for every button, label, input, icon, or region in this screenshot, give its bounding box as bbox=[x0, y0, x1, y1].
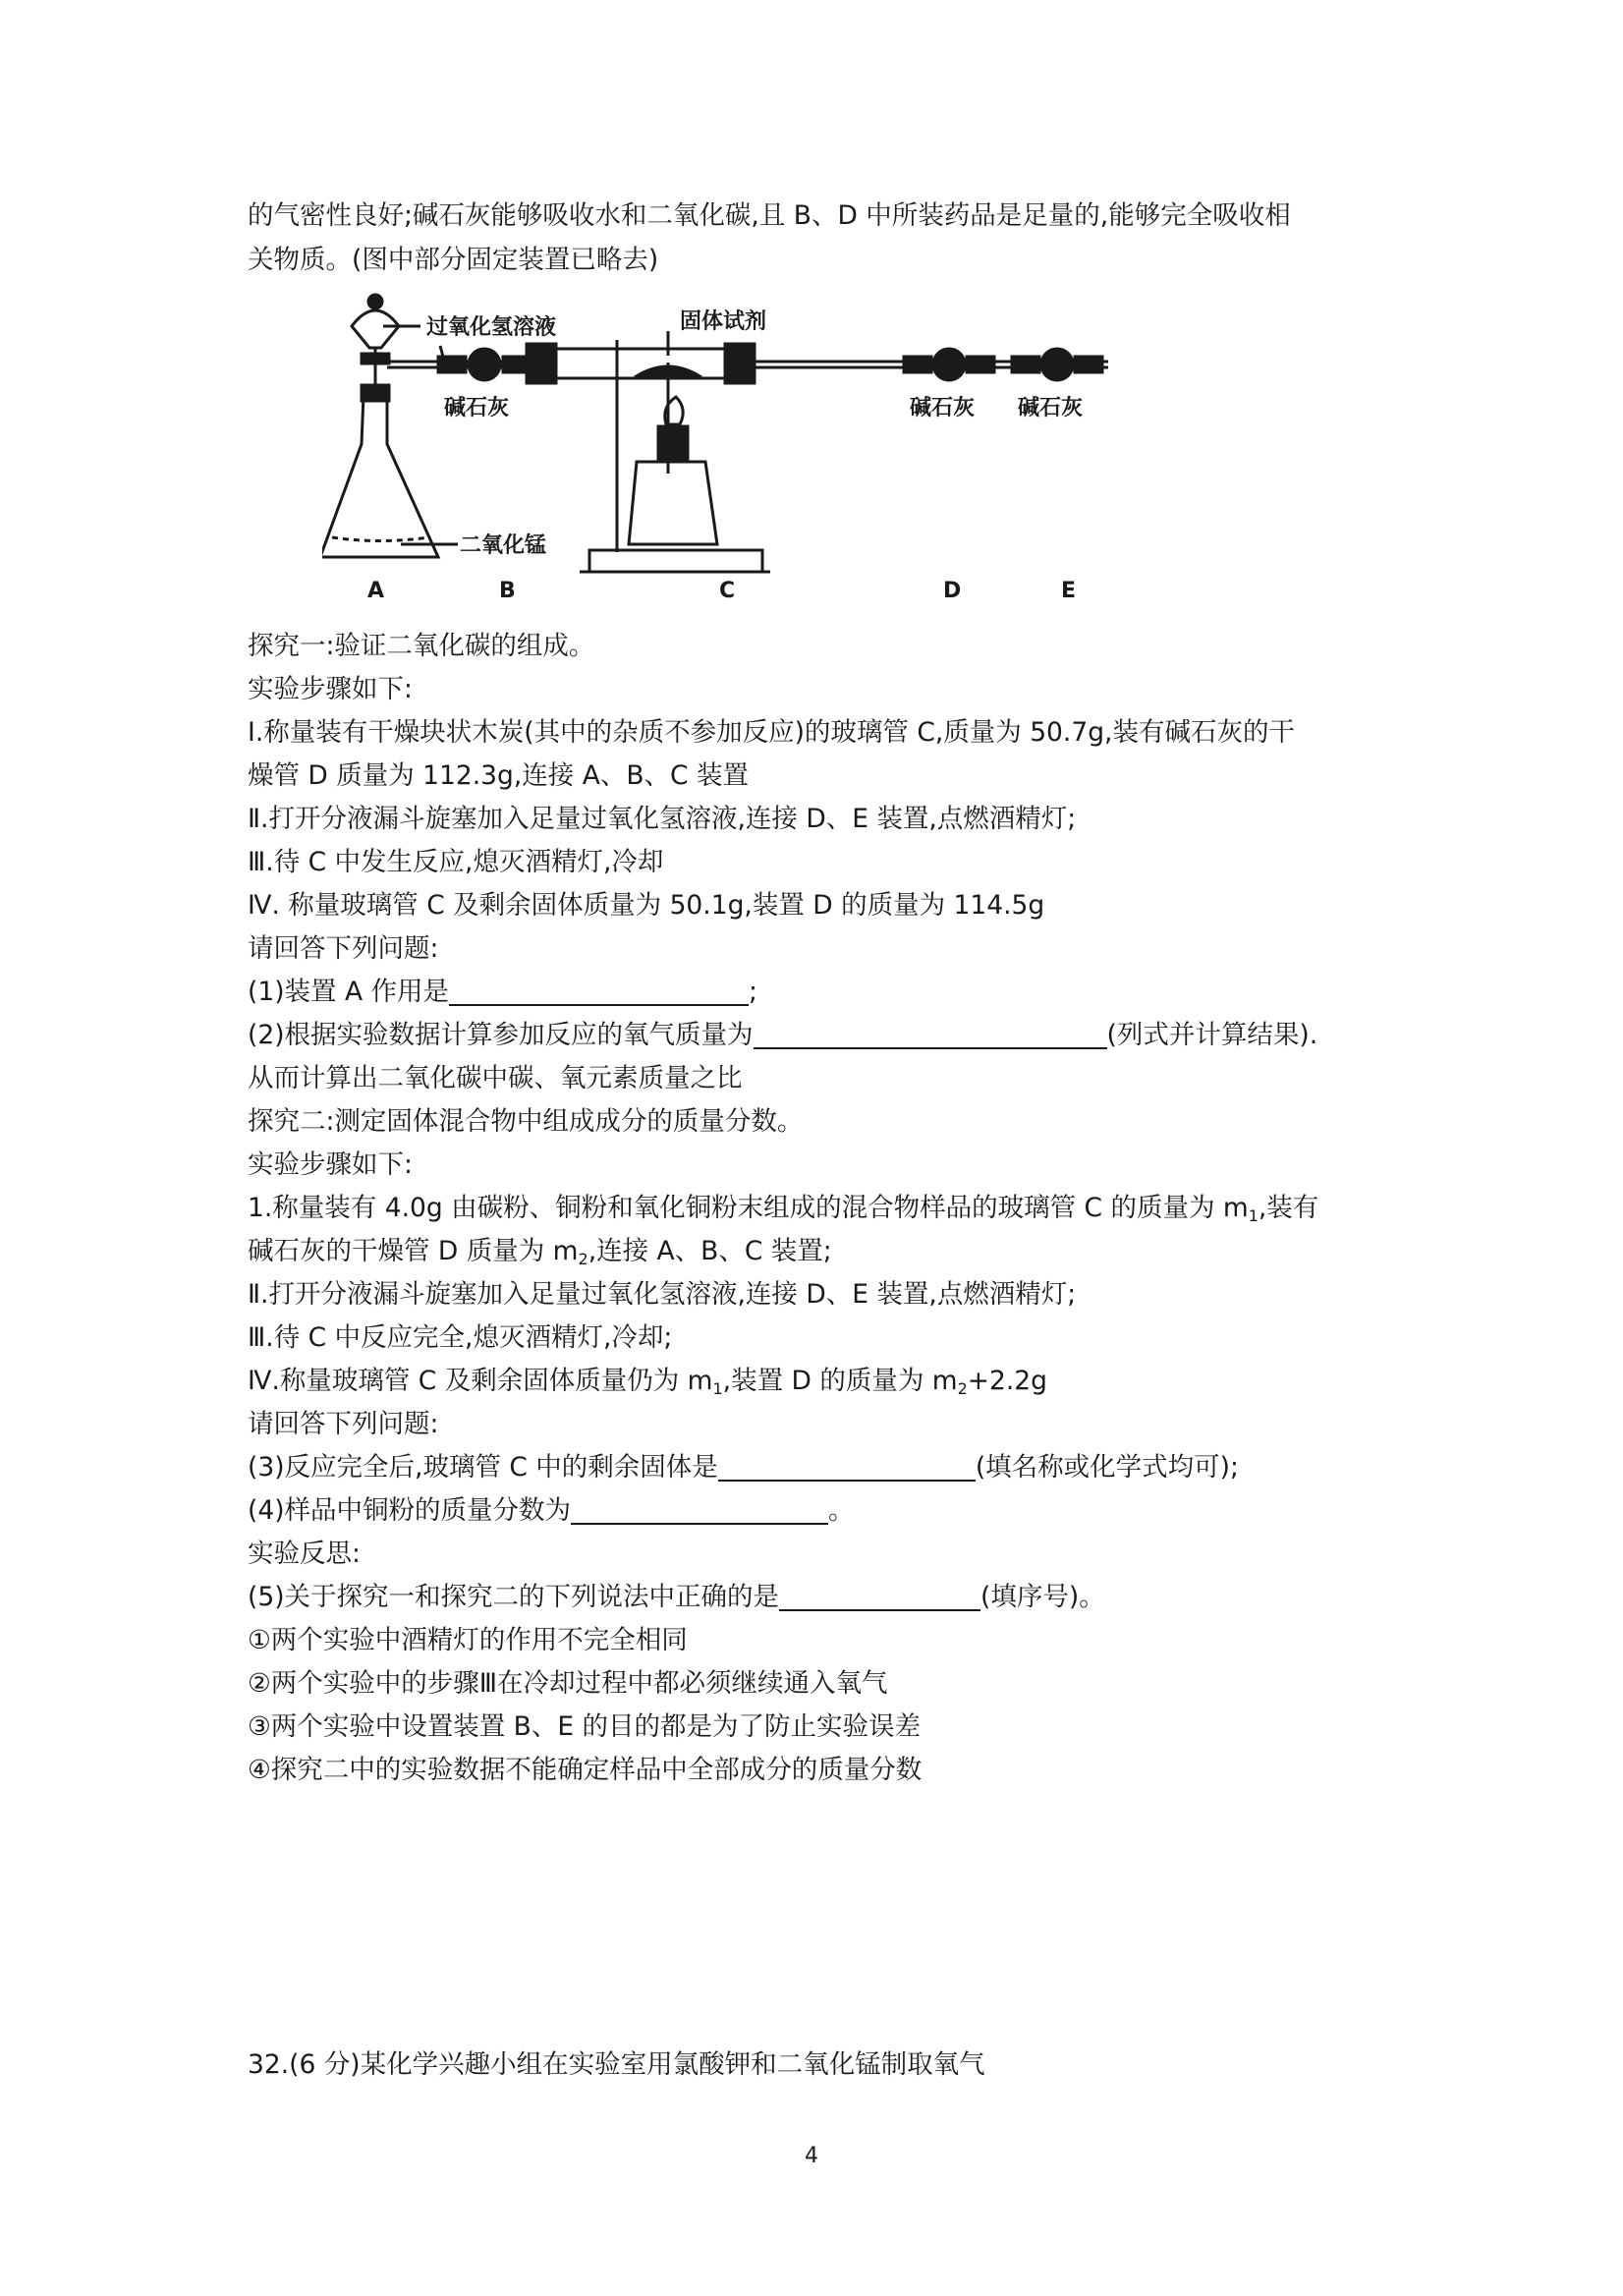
part1-step4: Ⅳ. 称量玻璃管 C 及剩余固体质量为 50.1g,装置 D 的质量为 114.5g bbox=[248, 890, 1045, 921]
q3-prefix: (3)反应完全后,玻璃管 C 中的剩余固体是 bbox=[248, 1452, 718, 1483]
q4-answer-blank[interactable] bbox=[571, 1493, 828, 1525]
drying-tube-b bbox=[469, 349, 500, 380]
intro-line-1: 的气密性良好;碱石灰能够吸收水和二氧化碳,且 B、D 中所装药品是足量的,能够完全吸收相 bbox=[248, 200, 1291, 231]
part2-step1-b bbox=[248, 1232, 1397, 1271]
drying-tube-e bbox=[1041, 349, 1073, 380]
funnel-stopper bbox=[368, 295, 382, 308]
label-sodalime-e: 碱石灰 bbox=[1018, 396, 1084, 420]
conical-flask-a bbox=[322, 395, 438, 557]
part2-step1-a bbox=[248, 1189, 1397, 1228]
letter-d: D bbox=[943, 579, 962, 603]
question-4 bbox=[248, 1491, 1397, 1531]
apparatus-diagram bbox=[322, 287, 1153, 611]
stand-base bbox=[589, 550, 762, 572]
page-number: 4 bbox=[805, 2144, 818, 2168]
part1-step1-b: 燥管 D 质量为 112.3g,连接 A、B、C 装置 bbox=[248, 760, 749, 791]
part2-steps-heading: 实验步骤如下: bbox=[248, 1149, 413, 1180]
subscript: 1 bbox=[1248, 1206, 1259, 1225]
part1-step2: Ⅱ.打开分液漏斗旋塞加入足量过氧化氢溶液,连接 D、E 装置,点燃酒精灯; bbox=[248, 804, 1077, 834]
question-3 bbox=[248, 1448, 1397, 1487]
label-solid-reagent: 固体试剂 bbox=[680, 309, 767, 334]
question-2-continued: 从而计算出二氧化碳中碳、氧元素质量之比 bbox=[248, 1063, 743, 1093]
solid-reagent bbox=[635, 366, 701, 377]
label-sodalime-b: 碱石灰 bbox=[444, 396, 510, 420]
separatory-funnel bbox=[352, 310, 399, 348]
part2-title: 探究二:测定固体混合物中组成成分的质量分数。 bbox=[248, 1106, 804, 1137]
question-5 bbox=[248, 1578, 1397, 1617]
option-3: ③两个实验中设置装置 B、E 的目的都是为了防止实验误差 bbox=[248, 1711, 922, 1742]
drying-tube-d bbox=[933, 349, 965, 380]
question-32-heading: 32.(6 分)某化学兴趣小组在实验室用氯酸钾和二氧化锰制取氧气 bbox=[248, 2049, 985, 2080]
part2-step3: Ⅲ.待 C 中反应完全,熄灭酒精灯,冷却; bbox=[248, 1322, 673, 1353]
q4-prefix: (4)样品中铜粉的质量分数为 bbox=[248, 1495, 572, 1526]
intro-line-2: 关物质。(图中部分固定装置已略去) bbox=[248, 245, 659, 275]
part2-step2: Ⅱ.打开分液漏斗旋塞加入足量过氧化氢溶液,连接 D、E 装置,点燃酒精灯; bbox=[248, 1279, 1077, 1310]
question-1 bbox=[248, 973, 1397, 1012]
letter-a: A bbox=[367, 579, 385, 603]
q5-prefix: (5)关于探究一和探究二的下列说法中正确的是 bbox=[248, 1582, 780, 1612]
letter-b: B bbox=[499, 579, 516, 603]
label-mno2: 二氧化锰 bbox=[460, 533, 547, 558]
subscript: 2 bbox=[957, 1379, 968, 1398]
p2-step4-text: Ⅳ.称量玻璃管 C 及剩余固体质量仍为 m bbox=[248, 1366, 713, 1396]
apparatus-figure bbox=[322, 287, 1153, 611]
part1-title: 探究一:验证二氧化碳的组成。 bbox=[248, 631, 595, 661]
reflection-heading: 实验反思: bbox=[248, 1539, 361, 1569]
q2-prefix: (2)根据实验数据计算参加反应的氧气质量为 bbox=[248, 1020, 754, 1050]
p2-step1a-end: ,装有 bbox=[1258, 1193, 1319, 1223]
q2-answer-blank[interactable] bbox=[754, 1018, 1107, 1049]
alcohol-lamp bbox=[629, 462, 717, 544]
letter-e: E bbox=[1061, 579, 1077, 603]
q2-suffix: (列式并计算结果). bbox=[1106, 1020, 1318, 1050]
q4-suffix: 。 bbox=[828, 1495, 855, 1526]
q3-suffix: (填名称或化学式均可); bbox=[975, 1452, 1239, 1483]
option-1: ①两个实验中酒精灯的作用不完全相同 bbox=[248, 1625, 688, 1655]
subscript: 2 bbox=[578, 1250, 588, 1268]
q1-suffix: ; bbox=[749, 977, 757, 1007]
part2-step4 bbox=[248, 1362, 1397, 1401]
q3-answer-blank[interactable] bbox=[718, 1450, 976, 1482]
p2-step1b-end: ,连接 A、B、C 装置; bbox=[588, 1236, 832, 1266]
letter-c: C bbox=[719, 579, 736, 603]
question-2 bbox=[248, 1016, 1397, 1055]
p2-step1a-text: 1.称量装有 4.0g 由碳粉、铜粉和氧化铜粉末组成的混合物样品的玻璃管 C 的质量为 m bbox=[248, 1193, 1249, 1223]
label-sodalime-d: 碱石灰 bbox=[910, 396, 976, 420]
part2-questions-heading: 请回答下列问题: bbox=[248, 1409, 439, 1439]
label-h2o2: 过氧化氢溶液 bbox=[426, 315, 557, 340]
p2-step1b-text: 碱石灰的干燥管 D 质量为 m bbox=[248, 1236, 579, 1266]
part1-steps-heading: 实验步骤如下: bbox=[248, 674, 413, 704]
q1-answer-blank[interactable] bbox=[449, 975, 749, 1006]
subscript: 1 bbox=[712, 1379, 723, 1398]
q5-suffix: (填序号)。 bbox=[980, 1582, 1105, 1612]
p2-step4-end: +2.2g bbox=[967, 1366, 1047, 1396]
part1-step1-a: Ⅰ.称量装有干燥块状木炭(其中的杂质不参加反应)的玻璃管 C,质量为 50.7g,装有碱石灰的干 bbox=[248, 717, 1295, 748]
p2-step4-mid: ,装置 D 的质量为 m bbox=[722, 1366, 958, 1396]
option-4: ④探究二中的实验数据不能确定样品中全部成分的质量分数 bbox=[248, 1755, 923, 1785]
q1-prefix: (1)装置 A 作用是 bbox=[248, 977, 450, 1007]
option-2: ②两个实验中的步骤Ⅲ在冷却过程中都必须继续通入氧气 bbox=[248, 1668, 888, 1699]
part1-step3: Ⅲ.待 C 中发生反应,熄灭酒精灯,冷却 bbox=[248, 847, 664, 877]
q5-answer-blank[interactable] bbox=[779, 1580, 980, 1611]
part1-questions-heading: 请回答下列问题: bbox=[248, 933, 439, 964]
